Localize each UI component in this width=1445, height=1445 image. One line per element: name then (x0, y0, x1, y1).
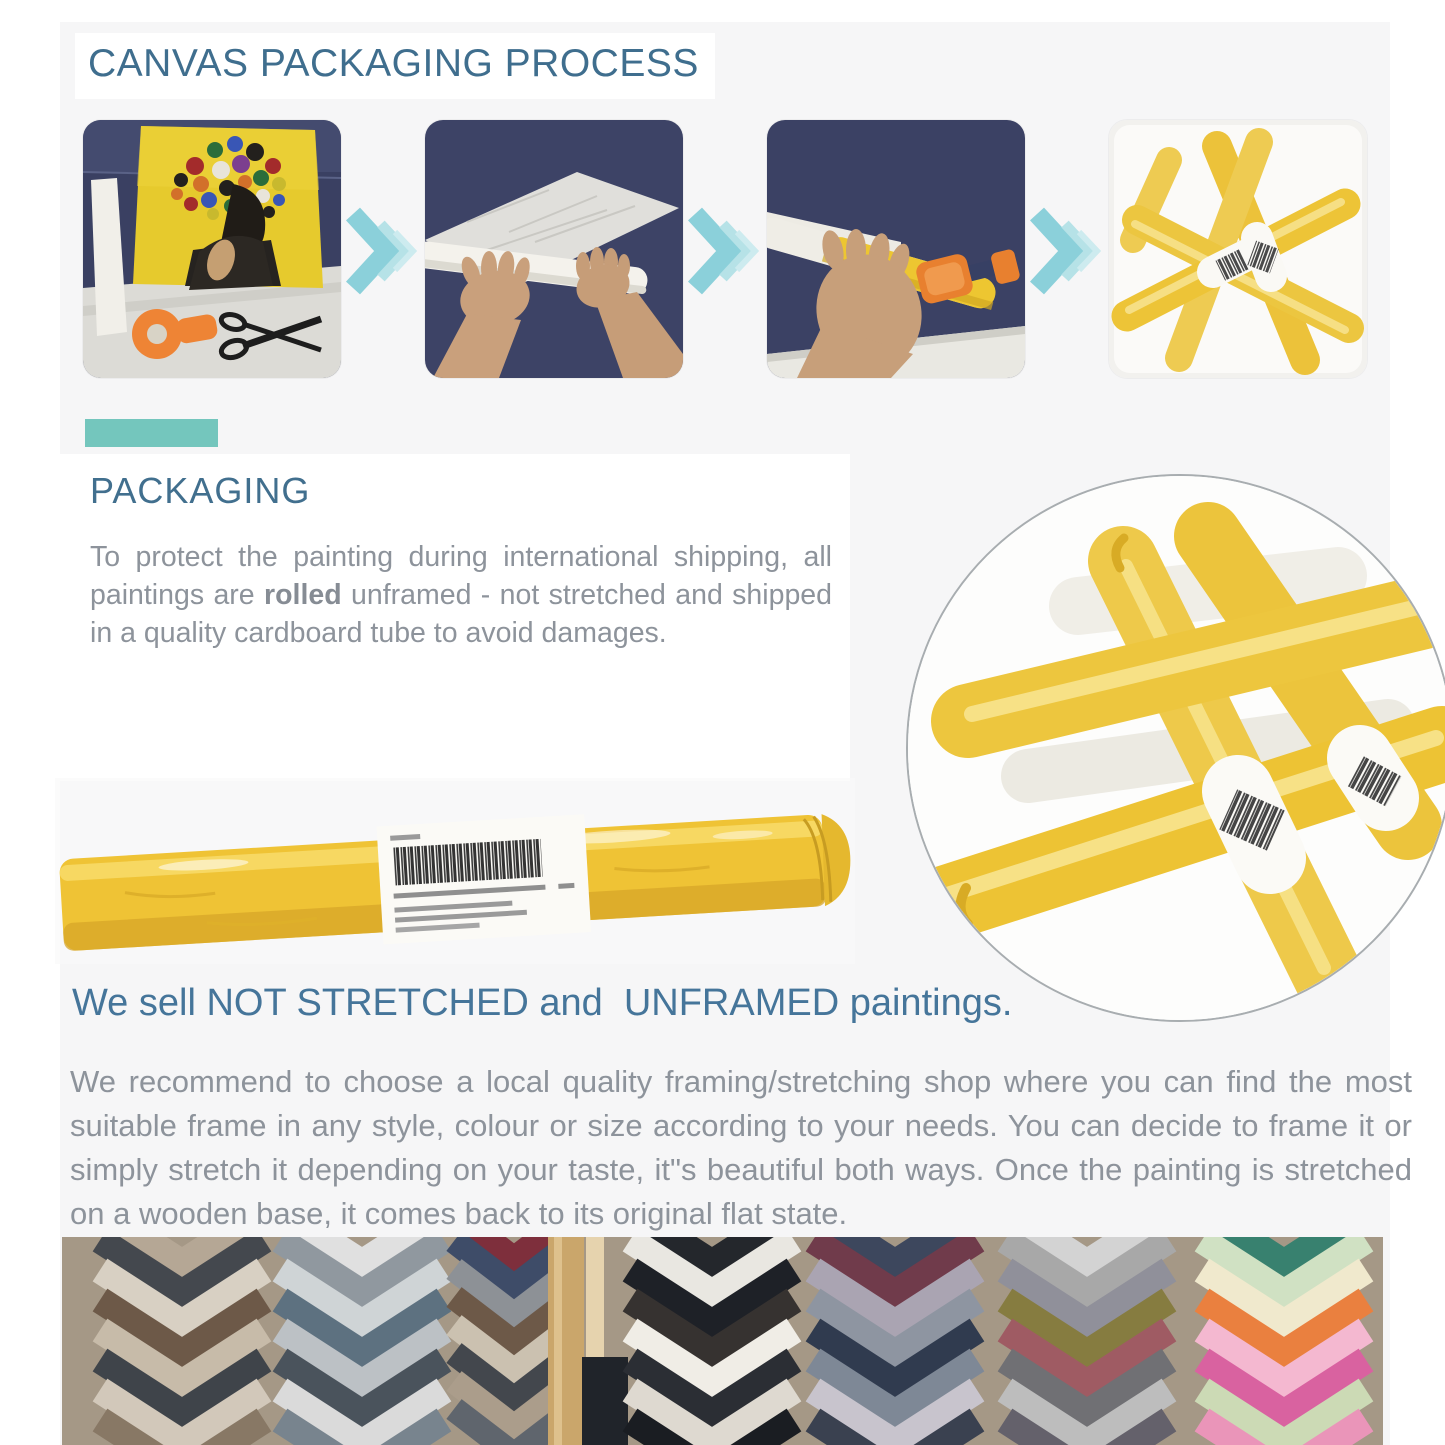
frame-column (1202, 1237, 1366, 1445)
frame-column (813, 1237, 977, 1445)
step-arrow-icon (685, 192, 765, 310)
packaging-paragraph-part2: unframed - not stretched and shipped in a quality cardboard tube to avoid damages. (90, 579, 832, 649)
step-arrow-icon (343, 192, 423, 310)
tubes-closeup-illustration (908, 476, 1445, 1022)
frame-column (630, 1237, 794, 1445)
packaging-paragraph-part1: To protect the painting during international shipping, all paintings are (90, 541, 832, 611)
selling-paragraph: We recommend to choose a local quality framing/stretching shop where you can find the most suitable frame in any style, colour or size according to your needs. You can decide to frame it or simply stretch it depending on your taste, it"s beautiful both ways. Once the painting is stretched on a wooden base, it comes back to its original flat state. (70, 1064, 1412, 1231)
frame-samples-illustration (62, 1237, 1383, 1445)
selling-heading: We sell NOT STRETCHED and UNFRAMED paintings. (72, 982, 1013, 1024)
packed-tubes-illustration (1109, 120, 1367, 378)
flat-canvas-illustration (83, 120, 341, 378)
taping-tube-illustration (767, 120, 1025, 378)
packaging-paragraph (90, 538, 832, 652)
accent-bar (85, 419, 218, 447)
step-photo-packed-tubes (1109, 120, 1367, 378)
frame-column (280, 1237, 444, 1445)
tubes-closeup-circle-photo (906, 474, 1445, 1022)
packed-tube-photo (55, 778, 855, 964)
step-arrow-icon (1027, 192, 1107, 310)
frame-samples-photo (62, 1237, 1383, 1445)
packaging-paragraph-bold: rolled (264, 579, 342, 611)
rolling-paper-illustration (425, 120, 683, 378)
step-photo-rolling-paper (425, 120, 683, 378)
step-photo-flat-canvas (83, 120, 341, 378)
barcode-label (377, 814, 592, 944)
packaging-heading: PACKAGING (90, 470, 311, 511)
page-title: CANVAS PACKAGING PROCESS (88, 42, 699, 85)
frame-column (100, 1237, 264, 1445)
frame-column (1005, 1237, 1169, 1445)
step-photo-taping-tube (767, 120, 1025, 378)
packaging-panel (58, 454, 850, 781)
